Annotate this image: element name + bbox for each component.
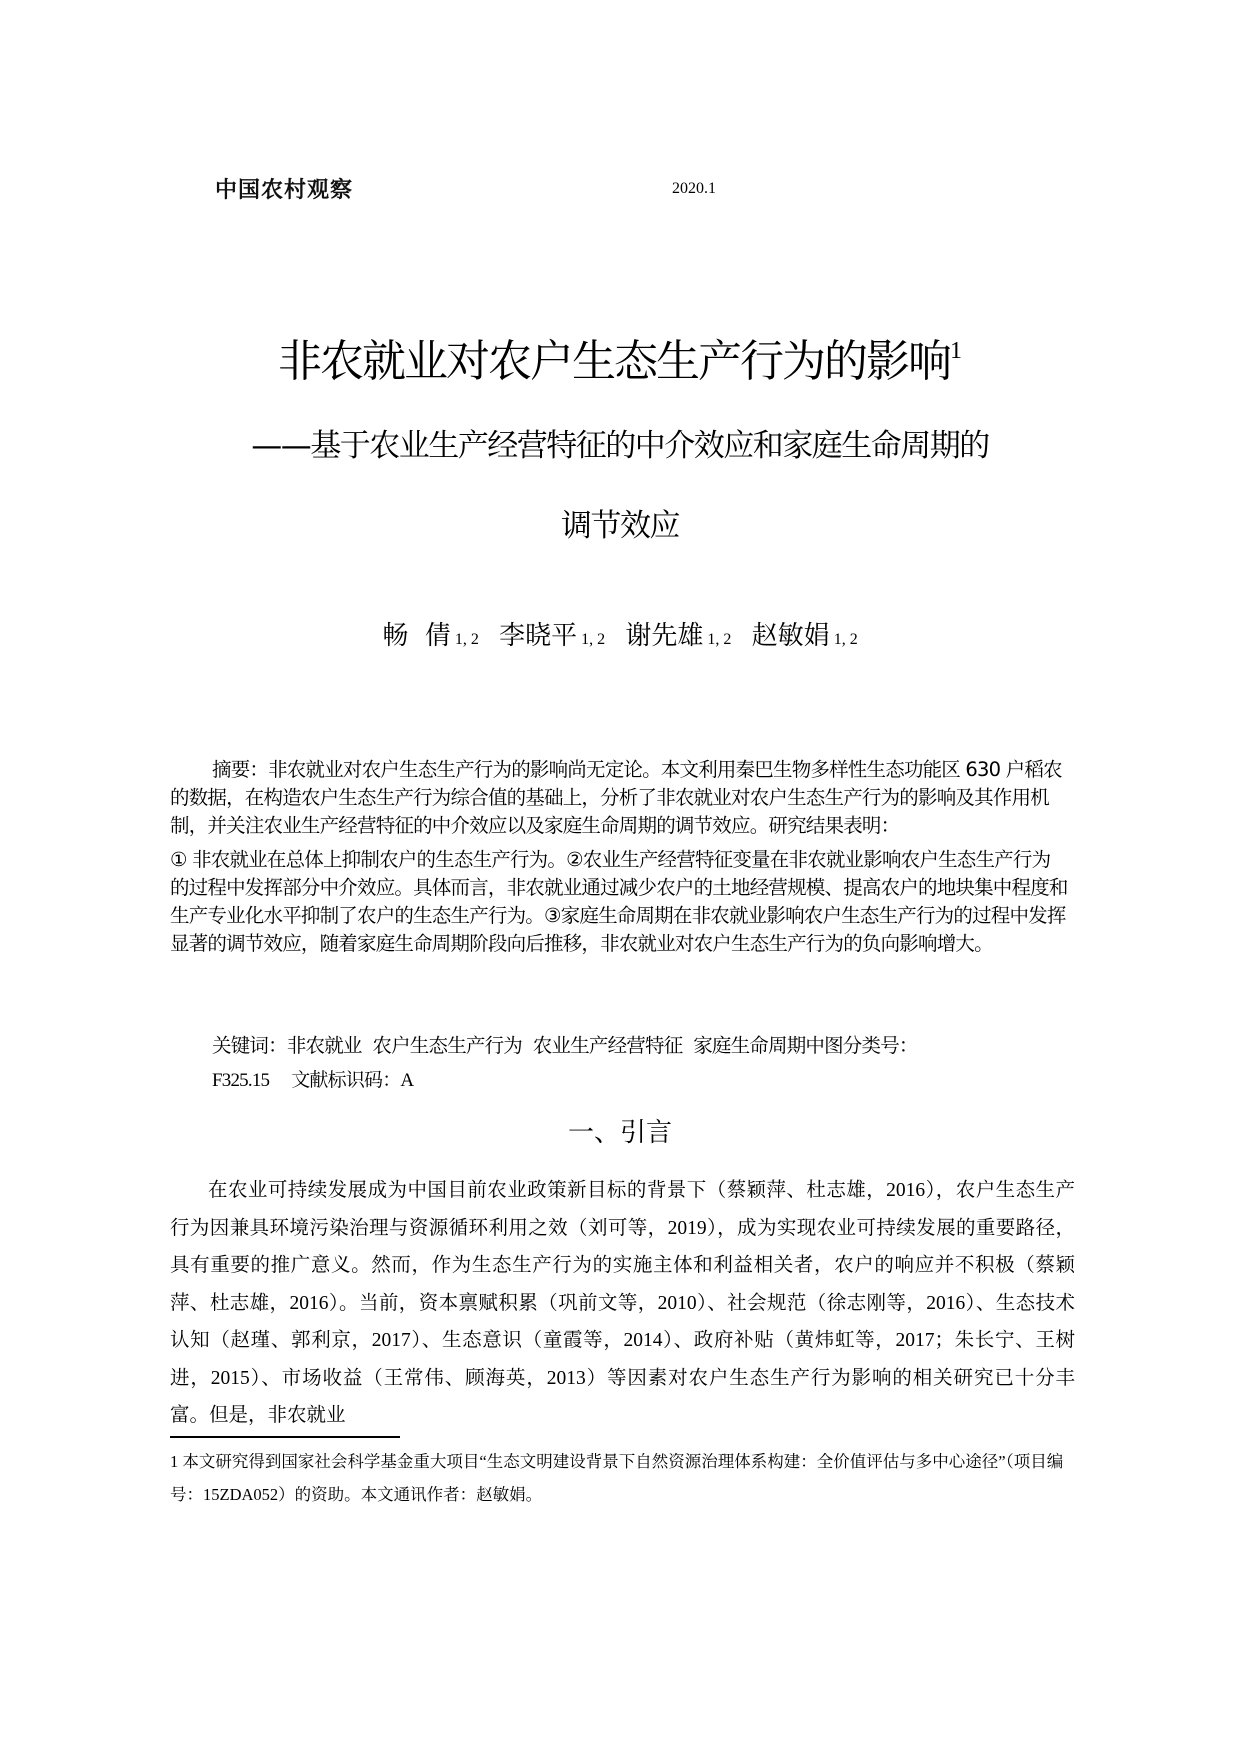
author-affiliation: 1, 2 [833,631,858,648]
author-name: 畅 倩 [382,621,451,651]
author-affiliation: 1, 2 [454,631,479,648]
keywords-line [212,1030,918,1058]
footnote-divider [170,1436,400,1438]
author [625,621,731,651]
paper-subtitle-line1: ——基于农业生产经营特征的中介效应和家庭生命周期的 [251,428,989,464]
clc-label: 中图分类号： [805,1034,918,1057]
journal-logo: 中国农村观察 [215,178,354,203]
author [499,621,605,651]
abstract-label: 摘要： [212,758,269,781]
title-footnote-marker[interactable]: 1 [950,338,962,364]
title-text: 非农就业对农户生态生产行为的影响 [278,336,950,387]
author-affiliation: 1, 2 [581,631,606,648]
author-name: 李晓平 [499,621,578,651]
abstract [170,756,1068,958]
abstract-paragraph [170,756,1068,840]
abstract-results: ① 非农就业在总体上抑制农户的生态生产行为。②农业生产经营特征变量在非农就业影响农户生态生产行为的过程中发挥部分中介效应。具体而言，非农就业通过减少农户的土地经营规模、提高农户的地块集中程度和生产专业化水平抑制了农户的生态生产行为。③家庭生命周期在非农就业影响农户生态生产行为的过程中发挥显著的调节效应，随着家庭生命周期阶段向后推移，非农就业对农户生态生产行为的负向影响增大。 [170,848,1068,955]
keywords-label: 关键词： [212,1034,287,1057]
clc-value: F325.15 [212,1070,270,1091]
footnote: 1 本文研究得到国家社会科学基金重大项目“生态文明建设背景下自然资源治理体系构建：全价值评估与多中心途径”（项目编号：15ZDA052）的资助。本文通讯作者：赵敏娟。 [170,1452,1064,1504]
body-paragraph: 在农业可持续发展成为中国目前农业政策新目标的背景下（蔡颖萍、杜志雄，2016），农户生态生产行为因兼具环境污染治理与资源循环利用之效（刘可等，2019），成为实现农业可持续发展的重要路径，具有重要的推广意义。然而，作为生态生产行为的实施主体和利益相关者，农户的响应并不积极（蔡颖萍、杜志雄，2016）。当前，资本禀赋积累（巩前文等，2010）、社会规范（徐志刚等，2016）、生态技术认知（赵瑾、郭利京，2017）、生态意识（童霞等，2014）、政府补贴（黄炜虹等，2017；朱长宁、王树进，2015）、市场收益（王常伟、顾海英，2013）等因素对农户生态生产行为影响的相关研究已十分丰富。但是，非农就业 [170,1180,1075,1426]
paper-title [0,338,1240,386]
abstract-text: 非农就业对农户生态生产行为的影响尚无定论。本文利用秦巴生物多样性生态功能区 630 户稻农的数据，在构造农户生态生产行为综合值的基础上，分析了非农就业对农户生态生产行为的影响及其作用机制，并关注农业生产经营特征的中介效应以及家庭生命周期的调节效应。研究结果表明： [170,758,1062,837]
author-affiliation: 1, 2 [707,631,732,648]
section-heading: 一、引言 [567,1118,672,1148]
doc-code-label: 文献标识码： [291,1069,401,1091]
keywords-items: 非农就业 农户生态生产行为 农业生产经营特征 家庭生命周期 [286,1034,806,1057]
author-name: 谢先雄 [625,621,704,651]
doc-code-value: A [400,1070,414,1091]
classification-line [212,1065,413,1092]
issue-number: 2020.1 [672,180,716,197]
paper-subtitle-line2: 调节效应 [561,508,679,544]
author [752,621,858,651]
author-list [0,615,1240,652]
author [382,621,479,651]
author-name: 赵敏娟 [751,621,830,651]
